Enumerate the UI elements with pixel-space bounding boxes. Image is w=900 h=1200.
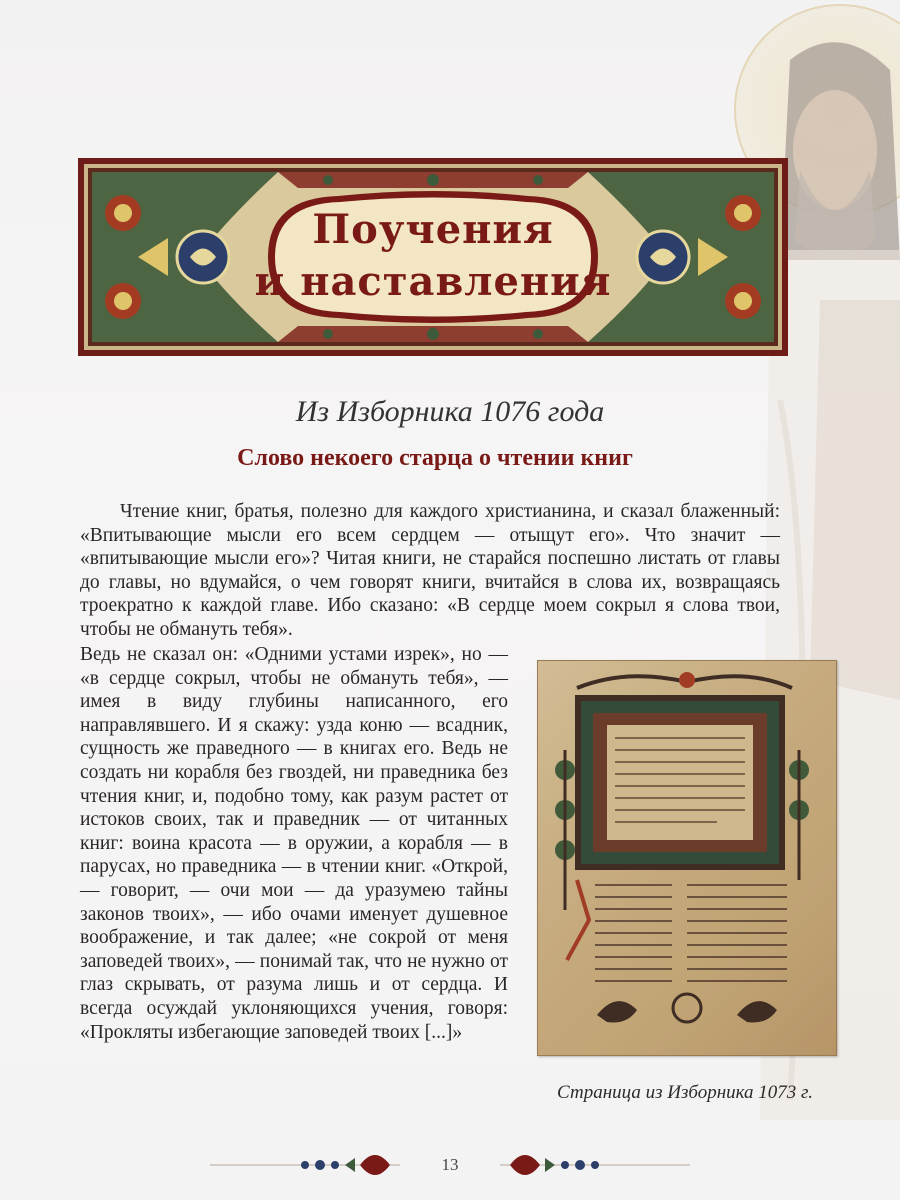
paragraph: Ведь не сказал он: «Одними устами изрек», но — «в сердце сокрыл, чтобы не обмануть тебя», — имея в виду глубины написанного, его направлявшего. И я скажу: узда коню — всадник, сущность же праведного — в книгах его. Ведь не создать ни корабля без гвоздей, ни праведника без чтения книг, и, подобно тому, как разум растет от истоков своих, так и праведник — от читанных книг: воина красота — в оружии, а корабля — в парусах, но праведника — в чтении книг. «Открой, — говорит, — очи мои — да уразумею тайны законов твоих», — ибо очами именует душевное воображение, и так далее; «не сокрой от меня заповедей твоих», — понимай так, что не нужно от глаз скрывать, от разума лишь и от сердца. И всегда осуждай уклоняющихся учения, говоря: «Прокляты избегающие заповедей твоих [...]» [80, 644, 508, 1043]
subtitle: Из Изборника 1076 года [295, 395, 605, 428]
page-number: 13 [441, 1155, 459, 1174]
image-caption: Страница из Изборника 1073 г. [557, 1082, 813, 1103]
paragraph: Чтение книг, братья, полезно для каждого христианина, и сказал блаженный: «Впитывающие мысли его всем сердцем — отыщут его». Что значит — «впитывающие мысли его»? Читая книги, не старайся поспешно листать от главы до главы, но вдумайся, о чем говорят книги, вчитайся в слова их, возвращаясь троекратно к каждой главе. Ибо сказано: «В сердце моем сокрыл я слова твои, чтобы не обмануть тебя». [80, 501, 780, 640]
banner-title-line2: и наставления [254, 258, 612, 305]
banner-title [78, 204, 788, 308]
body-text-column [80, 643, 508, 1044]
banner-title-line1: Поучения [312, 206, 554, 253]
section-title: Слово некоего старца о чтении книг [237, 445, 633, 471]
manuscript-page-illustration [537, 660, 837, 1056]
body-text-full-width [80, 500, 780, 642]
ornamental-banner [78, 158, 788, 356]
manuscript-image [537, 660, 837, 1056]
